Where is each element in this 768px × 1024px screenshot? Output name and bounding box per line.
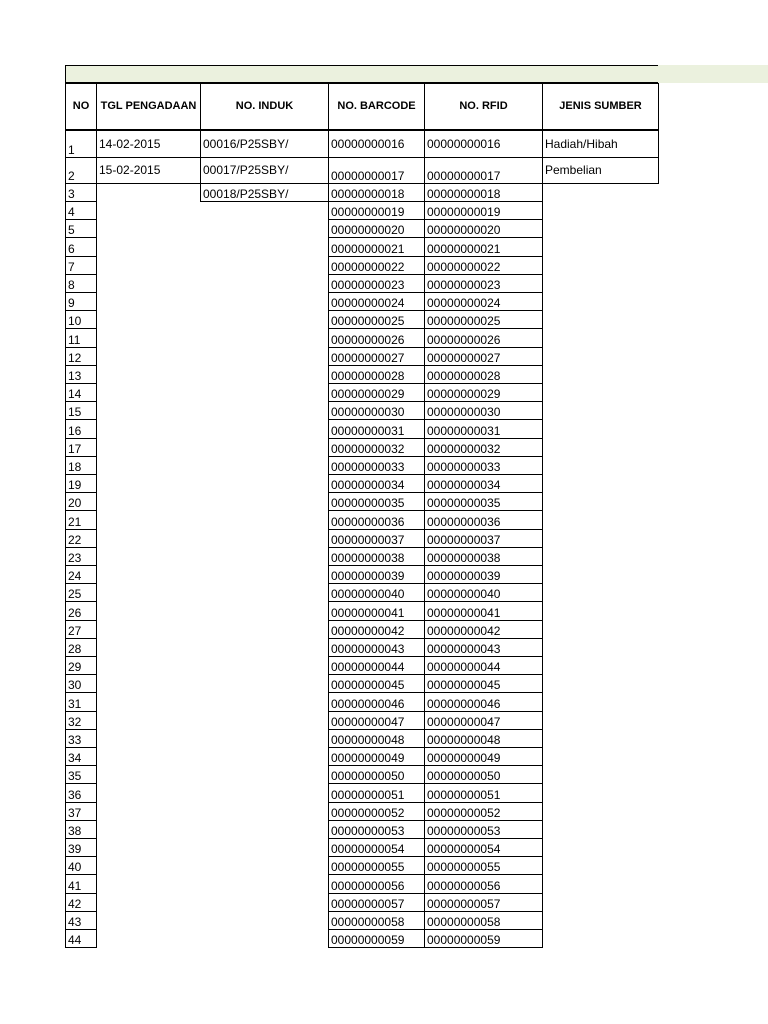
cell-no: 2	[65, 157, 97, 184]
cell-no-barcode: 00000000053	[328, 820, 425, 839]
cell-no: 33	[65, 729, 97, 748]
cell-no-rfid: 00000000025	[424, 310, 543, 329]
cell-no: 13	[65, 365, 97, 384]
cell-no-barcode: 00000000034	[328, 474, 425, 493]
cell-no-barcode: 00000000022	[328, 256, 425, 275]
cell-no-rfid: 00000000045	[424, 674, 543, 693]
cell-no: 27	[65, 620, 97, 639]
cell-no-induk: 00017/P25SBY/	[200, 157, 329, 184]
cell-no-rfid: 00000000047	[424, 711, 543, 730]
cell-no: 6	[65, 237, 97, 256]
cell-no-rfid: 00000000039	[424, 565, 543, 584]
cell-jenis-sumber: Pembelian	[542, 157, 659, 184]
cell-no: 42	[65, 893, 97, 912]
cell-no: 19	[65, 474, 97, 493]
cell-no-barcode: 00000000028	[328, 365, 425, 384]
cell-no-barcode: 00000000027	[328, 347, 425, 366]
cell-no-rfid: 00000000017	[424, 157, 543, 184]
cell-no-barcode: 00000000058	[328, 911, 425, 930]
cell-no-rfid: 00000000026	[424, 328, 543, 347]
cell-no-barcode: 00000000044	[328, 656, 425, 675]
cell-no-rfid: 00000000044	[424, 656, 543, 675]
cell-no-barcode: 00000000023	[328, 274, 425, 293]
cell-no: 17	[65, 438, 97, 457]
cell-no: 34	[65, 747, 97, 766]
cell-no-rfid: 00000000059	[424, 929, 543, 948]
cell-no-barcode: 00000000057	[328, 893, 425, 912]
cell-no: 20	[65, 492, 97, 511]
cell-no-rfid: 00000000037	[424, 529, 543, 548]
cell-no-rfid: 00000000031	[424, 419, 543, 438]
cell-no-rfid: 00000000032	[424, 438, 543, 457]
cell-no-rfid: 00000000034	[424, 474, 543, 493]
cell-tgl-pengadaan: 15-02-2015	[96, 157, 201, 184]
cell-no: 28	[65, 638, 97, 657]
cell-no-barcode: 00000000055	[328, 856, 425, 875]
cell-no-rfid: 00000000035	[424, 492, 543, 511]
cell-no: 26	[65, 601, 97, 620]
cell-no-barcode: 00000000056	[328, 874, 425, 893]
cell-no-barcode: 00000000059	[328, 929, 425, 948]
cell-no: 41	[65, 874, 97, 893]
cell-no-rfid: 00000000040	[424, 583, 543, 602]
cell-no-barcode: 00000000033	[328, 456, 425, 475]
cell-no-barcode: 00000000026	[328, 328, 425, 347]
cell-no: 32	[65, 711, 97, 730]
cell-no: 24	[65, 565, 97, 584]
header-no: NO	[65, 83, 97, 130]
cell-no: 37	[65, 802, 97, 821]
cell-no: 15	[65, 401, 97, 420]
cell-no-barcode: 00000000029	[328, 383, 425, 402]
header-no-barcode: NO. BARCODE	[328, 83, 425, 130]
cell-no-barcode: 00000000032	[328, 438, 425, 457]
cell-no-barcode: 00000000025	[328, 310, 425, 329]
cell-no-barcode: 00000000042	[328, 620, 425, 639]
cell-no-rfid: 00000000048	[424, 729, 543, 748]
cell-no: 44	[65, 929, 97, 948]
cell-no: 22	[65, 529, 97, 548]
cell-no: 39	[65, 838, 97, 857]
cell-no-barcode: 00000000054	[328, 838, 425, 857]
cell-no-rfid: 00000000018	[424, 183, 543, 202]
cell-no: 16	[65, 419, 97, 438]
cell-no-barcode: 00000000036	[328, 510, 425, 529]
cell-no-barcode: 00000000039	[328, 565, 425, 584]
cell-no-rfid: 00000000036	[424, 510, 543, 529]
cell-no: 4	[65, 201, 97, 220]
cell-jenis-sumber: Hadiah/Hibah	[542, 130, 659, 158]
cell-no-rfid: 00000000029	[424, 383, 543, 402]
cell-no-barcode: 00000000047	[328, 711, 425, 730]
cell-no-barcode: 00000000016	[328, 130, 425, 158]
cell-no-rfid: 00000000019	[424, 201, 543, 220]
cell-no-rfid: 00000000053	[424, 820, 543, 839]
cell-no-rfid: 00000000051	[424, 783, 543, 802]
cell-no: 5	[65, 219, 97, 238]
header-no-rfid: NO. RFID	[424, 83, 543, 130]
cell-no: 23	[65, 547, 97, 566]
cell-no: 7	[65, 256, 97, 275]
cell-no-rfid: 00000000033	[424, 456, 543, 475]
cell-no: 8	[65, 274, 97, 293]
cell-no: 11	[65, 328, 97, 347]
cell-no-induk: 00016/P25SBY/	[200, 130, 329, 158]
title-row	[65, 65, 658, 83]
cell-no-rfid: 00000000041	[424, 601, 543, 620]
cell-no-rfid: 00000000046	[424, 692, 543, 711]
cell-no: 29	[65, 656, 97, 675]
cell-no-barcode: 00000000040	[328, 583, 425, 602]
cell-no-rfid: 00000000020	[424, 219, 543, 238]
cell-no: 18	[65, 456, 97, 475]
cell-no-barcode: 00000000049	[328, 747, 425, 766]
cell-no-rfid: 00000000028	[424, 365, 543, 384]
cell-no-barcode: 00000000041	[328, 601, 425, 620]
cell-no-barcode: 00000000048	[328, 729, 425, 748]
cell-no-rfid: 00000000052	[424, 802, 543, 821]
cell-no-barcode: 00000000043	[328, 638, 425, 657]
cell-no: 3	[65, 183, 97, 202]
cell-no: 1	[65, 130, 97, 158]
cell-no: 14	[65, 383, 97, 402]
cell-no-barcode: 00000000024	[328, 292, 425, 311]
cell-no-barcode: 00000000037	[328, 529, 425, 548]
cell-no-barcode: 00000000031	[328, 419, 425, 438]
cell-tgl-pengadaan: 14-02-2015	[96, 130, 201, 158]
cell-no-rfid: 00000000023	[424, 274, 543, 293]
cell-no-rfid: 00000000050	[424, 765, 543, 784]
cell-no-induk: 00018/P25SBY/	[200, 183, 329, 202]
cell-no-rfid: 00000000056	[424, 874, 543, 893]
cell-no: 36	[65, 783, 97, 802]
cell-no: 40	[65, 856, 97, 875]
cell-no-barcode: 00000000021	[328, 237, 425, 256]
cell-no-barcode: 00000000020	[328, 219, 425, 238]
cell-no-rfid: 00000000030	[424, 401, 543, 420]
header-tgl-pengadaan: TGL PENGADAAN	[96, 83, 201, 130]
cell-no: 38	[65, 820, 97, 839]
cell-no: 9	[65, 292, 97, 311]
cell-no-barcode: 00000000035	[328, 492, 425, 511]
cell-no-rfid: 00000000027	[424, 347, 543, 366]
cell-no-rfid: 00000000038	[424, 547, 543, 566]
header-jenis-sumber: JENIS SUMBER	[542, 83, 659, 130]
cell-no: 35	[65, 765, 97, 784]
cell-no: 12	[65, 347, 97, 366]
cell-no-barcode: 00000000019	[328, 201, 425, 220]
cell-no: 25	[65, 583, 97, 602]
cell-no-rfid: 00000000022	[424, 256, 543, 275]
cell-no: 30	[65, 674, 97, 693]
cell-no: 31	[65, 692, 97, 711]
cell-no-rfid: 00000000055	[424, 856, 543, 875]
header-no-induk: NO. INDUK	[200, 83, 329, 130]
cell-no-barcode: 00000000030	[328, 401, 425, 420]
cell-no-barcode: 00000000051	[328, 783, 425, 802]
cell-no-barcode: 00000000046	[328, 692, 425, 711]
cell-no-rfid: 00000000021	[424, 237, 543, 256]
cell-no-rfid: 00000000042	[424, 620, 543, 639]
cell-no-rfid: 00000000043	[424, 638, 543, 657]
cell-no-barcode: 00000000038	[328, 547, 425, 566]
cell-no-barcode: 00000000018	[328, 183, 425, 202]
cell-no-barcode: 00000000050	[328, 765, 425, 784]
cell-no-rfid: 00000000016	[424, 130, 543, 158]
cell-no: 10	[65, 310, 97, 329]
cell-no-barcode: 00000000017	[328, 157, 425, 184]
cell-no-rfid: 00000000054	[424, 838, 543, 857]
cell-no-rfid: 00000000057	[424, 893, 543, 912]
cell-no-rfid: 00000000024	[424, 292, 543, 311]
cell-no-barcode: 00000000052	[328, 802, 425, 821]
cell-no-barcode: 00000000045	[328, 674, 425, 693]
cell-no: 43	[65, 911, 97, 930]
cell-no-rfid: 00000000049	[424, 747, 543, 766]
cell-no-rfid: 00000000058	[424, 911, 543, 930]
cell-no: 21	[65, 510, 97, 529]
